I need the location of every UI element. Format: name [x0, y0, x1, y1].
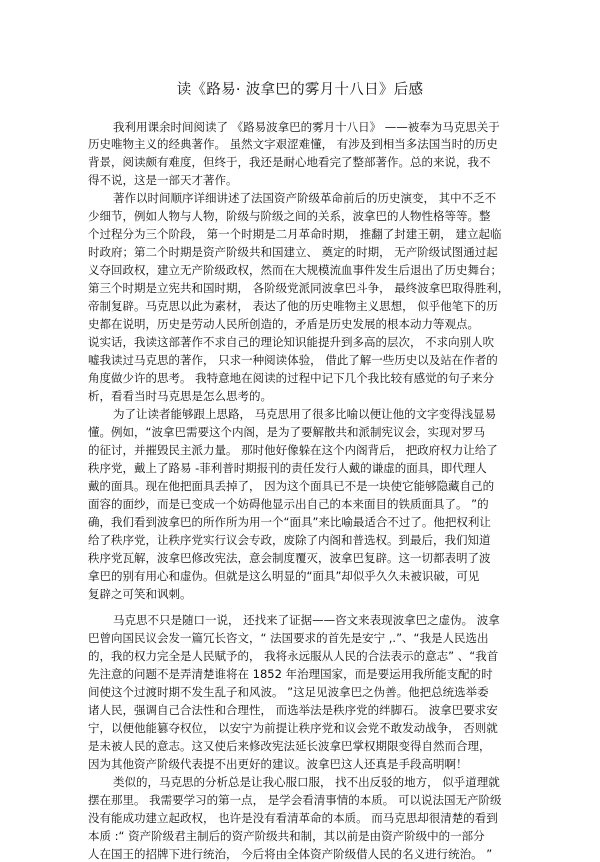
paragraph-line: 为了让读者能够跟上思路， 马克思用了很多比喻以便让他的文字变得浅显易 — [113, 407, 497, 421]
paragraph-line: 说实话，我读这部著作不求自己的理论知识能提升到多高的层次， 不求向别人吹 — [88, 335, 495, 349]
paragraph-line: 因为其他资产阶级代表提不出更好的建议。波拿巴这人还真是手段高明啊！ — [88, 757, 468, 771]
paragraph-line: 背景，阅读颇有难度，但终于，我还是耐心地看完了整部著作。总的来说，我不 — [88, 155, 491, 169]
paragraph-line: 帝制复辟。马克思以此为素材， 表达了他的历史唯物主义思想， 似乎他笔下的历 — [88, 299, 498, 313]
paragraph-line: 间使这个过渡时期不发生乱子和风波。 ”这足见波拿巴之伪善。他把总统选举委 — [88, 685, 489, 699]
paragraph-line: 人在国王的招牌下进行统治， 今后将由全体资产阶级借人民的名义进行统治。 ” — [88, 847, 493, 861]
paragraph-line: 巴曾向国民议会发一篇冗长咨文，“ 法国要求的首先是安宁 ,.”、“我是人民选出 — [88, 631, 489, 645]
paragraph-line: 嘘我读过马克思的著作， 只求一种阅读体验， 借此了解一些历史以及站在作者的 — [88, 353, 498, 367]
paragraph-line: 第三个时期是立宪共和国时期， 各阶级党派同波拿巴斗争， 最终波拿巴取得胜利， — [88, 281, 510, 295]
paragraph-line: 先注意的问题不是弄清楚谁将在 1852 年治理国家，而是要运用我所能支配的时 — [88, 667, 493, 681]
paragraph-line: 诸人民，强调自己合法性和合理性， 而选举法是秩序党的绊脚石。 波拿巴要求安 — [88, 703, 498, 717]
paragraph-line: 秩序党，戴上了路易 -菲利普时期报刊的责任发行人戴的谦虚的面具，即代理人 — [88, 461, 487, 475]
paragraph-line: 少细节，例如人物与人物，阶级与阶级之间的关系，波拿巴的人物性格等等。整 — [88, 209, 491, 223]
paragraph-line: 面容的面纱，而是已变成一个妨碍他显示出自己的本来面目的铁质面具了。 ”的 — [88, 497, 489, 511]
paragraph-line: 历史唯物主义的经典著作。 虽然文字艰涩难懂， 有涉及到相当多法国当时的历史 — [88, 137, 498, 151]
paragraph-line: 戴的面具。现在他把面具丢掉了， 因为这个面具已不是一块使它能够隐藏自己的 — [88, 479, 495, 493]
document-title: 读《路易· 波拿巴的雾月十八日》后感 — [176, 82, 424, 98]
paragraph-line: 著作以时间顺序详细讲述了法国资产阶级革命前后的历史演变， 其中不乏不 — [113, 191, 497, 205]
paragraph-line: 的，我的权力完全是人民赋予的， 我将永远服从人民的合法表示的意志” 、“我首 — [88, 649, 499, 663]
paragraph-line: 马克思不只是随口一说， 还找来了证据——咨文来表现波拿巴之虚伪。 波拿 — [113, 613, 500, 627]
paragraph-line: 得不说，这是一部天才著作。 — [88, 173, 238, 187]
paragraph-line: 个过程分为三个阶段， 第一个时期是二月革命时期， 推翻了封建王朝， 建立起临 — [88, 227, 502, 241]
paragraph-line: 本质 :“ 资产阶级君主制后的资产阶级共和制，其以前是由资产阶级中的一部分 — [88, 829, 485, 843]
paragraph-line: 我利用课余时间阅读了 《路易波拿巴的雾月十八日》 ——被奉为马克思关于 — [113, 120, 500, 134]
paragraph-line: 摆在那里。 我需要学习的第一点， 是学会看清事情的本质。 可以说法国无产阶级 — [88, 793, 502, 807]
paragraph-line: 类似的，马克思的分析总是让我心服口服， 找不出反驳的地方， 似乎道理就 — [113, 775, 500, 789]
paragraph-line: 拿巴的别有用心和虚伪。但就是这么明显的“面具”却似乎久久未被识破，可见 — [88, 569, 480, 583]
paragraph-line: 是未被人民的意志。这又使后来修改宪法延长波拿巴掌权期限变得自然而合理， — [88, 739, 491, 753]
paragraph-line: 宁，以便他能篡夺权位， 以安宁为前提让秩序党和议会党不敢发动战争， 否则就 — [88, 721, 498, 735]
paragraph-line: 给了秩序党，让秩序党实行议会专政，废除了内阁和普选权。到最后，我们知道 — [88, 533, 491, 547]
paragraph-line: 秩序党瓦解，波拿巴修改宪法，意会制度覆灭，波拿巴复辟。这一切都表明了波 — [88, 551, 491, 565]
paragraph-line: 析，看看当时马克思是怎么思考的。 — [88, 389, 272, 403]
paragraph-line: 角度做少许的思考。 我特意地在阅读的过程中记下几个我比较有感觉的句子来分 — [88, 371, 495, 385]
paragraph-line: 的征讨，并摧毁民主派力量。 那时他好像躲在这个内阁背后， 把政府权力让给了 — [88, 443, 498, 457]
paragraph-line: 时政府；第二个时期是资产阶级共和国建立、 奠定的时期， 无产阶级试图通过起 — [88, 245, 498, 259]
paragraph-line: 没有能成功建立起政权， 也许是没有看清革命的本质。 而马克思却很清楚的看到 — [88, 811, 498, 825]
paragraph-line: 义夺回政权，建立无产阶级政权，然而在大规模流血事件发生后退出了历史舞台； — [88, 263, 502, 277]
paragraph-line: 史都在说明，历史是劳动人民所创造的，矛盾是历史发展的根本动力等观点。 — [88, 317, 479, 331]
paragraph-line: 确，我们看到波拿巴的所作所为用一个“面具”来比喻最适合不过了。他把权利让 — [88, 515, 491, 529]
paragraph-line: 懂。例如，“波拿巴需要这个内阁，是为了要解散共和派制宪议会，实现对罗马 — [88, 425, 485, 439]
paragraph-line: 复辟之可笑和讽刺。 — [88, 587, 192, 601]
